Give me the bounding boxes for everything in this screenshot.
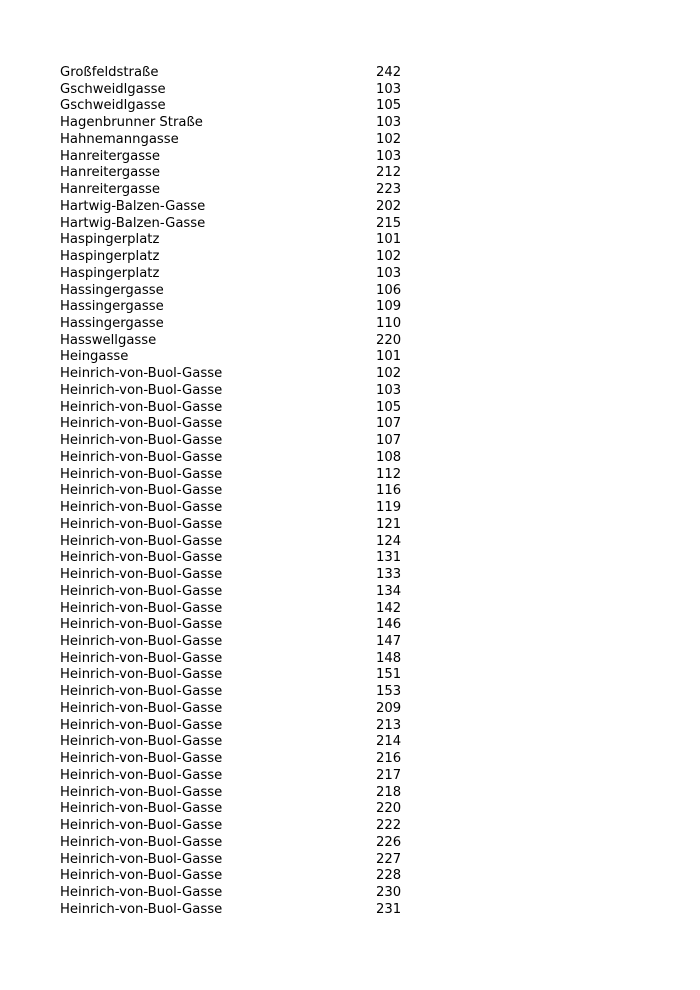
street-number: 230 — [376, 884, 402, 900]
address-table — [60, 65, 420, 918]
street-number: 151 — [376, 667, 402, 683]
street-number: 102 — [376, 131, 402, 147]
street-name: Heinrich-von-Buol-Gasse — [60, 650, 223, 666]
street-name: Gschweidlgasse — [60, 98, 166, 114]
street-number: 106 — [376, 282, 402, 298]
street-number: 134 — [376, 583, 402, 599]
table-row — [60, 182, 420, 199]
street-name: Hanreitergasse — [60, 182, 161, 198]
street-name: Heinrich-von-Buol-Gasse — [60, 600, 223, 616]
street-name: Heinrich-von-Buol-Gasse — [60, 868, 223, 884]
street-name: Heinrich-von-Buol-Gasse — [60, 784, 223, 800]
street-number: 101 — [376, 232, 402, 248]
table-row — [60, 450, 420, 467]
table-row — [60, 885, 420, 902]
street-number: 116 — [376, 483, 402, 499]
street-number: 133 — [376, 567, 402, 583]
street-number: 209 — [376, 700, 402, 716]
street-number: 214 — [376, 734, 402, 750]
street-name: Haspingerplatz — [60, 249, 160, 265]
table-row — [60, 82, 420, 99]
table-row — [60, 651, 420, 668]
street-name: Heinrich-von-Buol-Gasse — [60, 533, 223, 549]
street-name: Heinrich-von-Buol-Gasse — [60, 834, 223, 850]
table-row — [60, 667, 420, 684]
table-row — [60, 316, 420, 333]
street-name: Heinrich-von-Buol-Gasse — [60, 466, 223, 482]
street-name: Heinrich-von-Buol-Gasse — [60, 433, 223, 449]
table-row — [60, 199, 420, 216]
street-number: 227 — [376, 851, 402, 867]
table-row — [60, 400, 420, 417]
street-name: Heinrich-von-Buol-Gasse — [60, 700, 223, 716]
table-row — [60, 852, 420, 869]
table-row — [60, 132, 420, 149]
street-name: Haspingerplatz — [60, 232, 160, 248]
table-row — [60, 366, 420, 383]
street-name: Hartwig-Balzen-Gasse — [60, 215, 206, 231]
table-row — [60, 299, 420, 316]
street-name: Heinrich-von-Buol-Gasse — [60, 500, 223, 516]
street-number: 242 — [376, 65, 402, 80]
table-row — [60, 149, 420, 166]
street-name: Heinrich-von-Buol-Gasse — [60, 751, 223, 767]
street-number: 231 — [376, 901, 402, 917]
street-name: Hanreitergasse — [60, 165, 161, 181]
table-row — [60, 383, 420, 400]
table-row — [60, 801, 420, 818]
table-row — [60, 500, 420, 517]
table-row — [60, 517, 420, 534]
table-row — [60, 718, 420, 735]
street-number: 105 — [376, 98, 402, 114]
street-name: Heinrich-von-Buol-Gasse — [60, 667, 223, 683]
street-number: 103 — [376, 382, 402, 398]
street-name: Hagenbrunner Straße — [60, 115, 203, 131]
table-row — [60, 902, 420, 919]
table-row — [60, 483, 420, 500]
street-number: 217 — [376, 767, 402, 783]
street-number: 112 — [376, 466, 402, 482]
street-name: Heinrich-von-Buol-Gasse — [60, 617, 223, 633]
street-name: Hasswellgasse — [60, 332, 157, 348]
street-name: Großfeldstraße — [60, 65, 159, 80]
street-name: Heinrich-von-Buol-Gasse — [60, 734, 223, 750]
street-number: 228 — [376, 868, 402, 884]
street-name: Gschweidlgasse — [60, 81, 166, 97]
street-name: Hassingergasse — [60, 316, 164, 332]
street-name: Heinrich-von-Buol-Gasse — [60, 366, 223, 382]
street-number: 107 — [376, 416, 402, 432]
table-row — [60, 684, 420, 701]
street-number: 222 — [376, 818, 402, 834]
street-name: Heinrich-von-Buol-Gasse — [60, 717, 223, 733]
street-number: 220 — [376, 801, 402, 817]
street-name: Heinrich-von-Buol-Gasse — [60, 516, 223, 532]
street-number: 103 — [376, 265, 402, 281]
street-number: 223 — [376, 182, 402, 198]
street-name: Heingasse — [60, 349, 129, 365]
street-name: Heinrich-von-Buol-Gasse — [60, 801, 223, 817]
street-number: 220 — [376, 332, 402, 348]
street-number: 213 — [376, 717, 402, 733]
street-number: 153 — [376, 684, 402, 700]
table-row — [60, 785, 420, 802]
street-name: Heinrich-von-Buol-Gasse — [60, 550, 223, 566]
street-number: 102 — [376, 366, 402, 382]
street-number: 216 — [376, 751, 402, 767]
street-number: 119 — [376, 500, 402, 516]
street-name: Heinrich-von-Buol-Gasse — [60, 483, 223, 499]
table-row — [60, 283, 420, 300]
street-name: Heinrich-von-Buol-Gasse — [60, 583, 223, 599]
street-number: 108 — [376, 449, 402, 465]
table-row — [60, 65, 420, 82]
table-row — [60, 617, 420, 634]
table-row — [60, 266, 420, 283]
table-row — [60, 601, 420, 618]
street-name: Hassingergasse — [60, 282, 164, 298]
street-name: Hahnemanngasse — [60, 131, 179, 147]
street-number: 105 — [376, 399, 402, 415]
street-name: Heinrich-von-Buol-Gasse — [60, 399, 223, 415]
street-name: Heinrich-von-Buol-Gasse — [60, 901, 223, 917]
street-number: 146 — [376, 617, 402, 633]
table-row — [60, 701, 420, 718]
street-number: 131 — [376, 550, 402, 566]
table-row — [60, 115, 420, 132]
table-row — [60, 534, 420, 551]
street-number: 107 — [376, 433, 402, 449]
table-row — [60, 567, 420, 584]
table-row — [60, 165, 420, 182]
street-number: 212 — [376, 165, 402, 181]
street-name: Heinrich-von-Buol-Gasse — [60, 449, 223, 465]
table-row — [60, 249, 420, 266]
street-name: Heinrich-von-Buol-Gasse — [60, 382, 223, 398]
street-name: Heinrich-von-Buol-Gasse — [60, 633, 223, 649]
table-row — [60, 467, 420, 484]
table-row — [60, 835, 420, 852]
street-number: 102 — [376, 249, 402, 265]
street-name: Hanreitergasse — [60, 148, 161, 164]
street-number: 124 — [376, 533, 402, 549]
street-number: 103 — [376, 81, 402, 97]
street-number: 226 — [376, 834, 402, 850]
table-row — [60, 751, 420, 768]
street-name: Heinrich-von-Buol-Gasse — [60, 567, 223, 583]
street-number: 147 — [376, 633, 402, 649]
table-row — [60, 216, 420, 233]
street-number: 109 — [376, 299, 402, 315]
street-name: Hartwig-Balzen-Gasse — [60, 198, 206, 214]
street-name: Heinrich-von-Buol-Gasse — [60, 851, 223, 867]
street-number: 103 — [376, 148, 402, 164]
table-row — [60, 634, 420, 651]
street-name: Hassingergasse — [60, 299, 164, 315]
table-row — [60, 584, 420, 601]
street-name: Heinrich-von-Buol-Gasse — [60, 684, 223, 700]
street-name: Heinrich-von-Buol-Gasse — [60, 884, 223, 900]
street-number: 101 — [376, 349, 402, 365]
street-number: 110 — [376, 316, 402, 332]
street-name: Heinrich-von-Buol-Gasse — [60, 416, 223, 432]
table-row — [60, 734, 420, 751]
table-row — [60, 98, 420, 115]
street-number: 148 — [376, 650, 402, 666]
street-name: Haspingerplatz — [60, 265, 160, 281]
table-row — [60, 433, 420, 450]
street-number: 121 — [376, 516, 402, 532]
table-row — [60, 868, 420, 885]
table-row — [60, 818, 420, 835]
table-row — [60, 349, 420, 366]
street-number: 202 — [376, 198, 402, 214]
street-name: Heinrich-von-Buol-Gasse — [60, 818, 223, 834]
street-number: 142 — [376, 600, 402, 616]
table-row — [60, 768, 420, 785]
table-row — [60, 550, 420, 567]
street-number: 218 — [376, 784, 402, 800]
street-number: 103 — [376, 115, 402, 131]
street-name: Heinrich-von-Buol-Gasse — [60, 767, 223, 783]
table-row — [60, 416, 420, 433]
table-row — [60, 333, 420, 350]
street-number: 215 — [376, 215, 402, 231]
table-row — [60, 232, 420, 249]
